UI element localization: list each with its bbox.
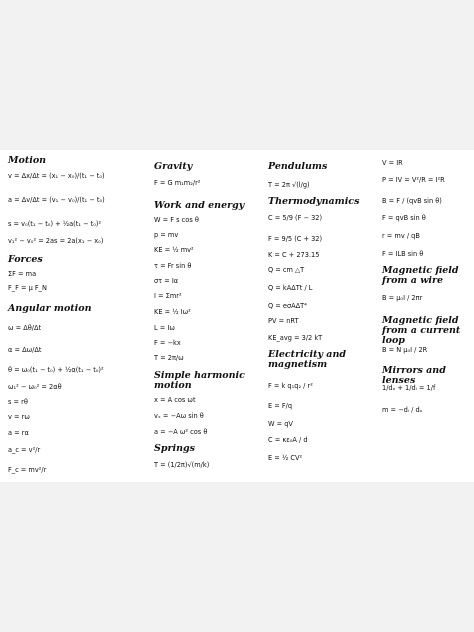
- heading-angular-motion: Angular motion: [8, 303, 92, 314]
- formula: a = −A ω² cos θ: [154, 428, 208, 436]
- formula: KE_avg = 3/2 kT: [268, 334, 323, 342]
- heading-forces: Forces: [8, 254, 43, 265]
- formula: F_F = μ F_N: [8, 284, 47, 292]
- formula: W = qV: [268, 420, 293, 428]
- formula: v = rω: [8, 413, 30, 421]
- formula: a_c = v²/r: [8, 446, 41, 454]
- formula: W = F s cos θ: [154, 216, 199, 224]
- formula: vₓ = −Aω sin θ: [154, 412, 204, 420]
- formula: α = Δω/Δt: [8, 346, 42, 354]
- heading-motion: Motion: [8, 155, 47, 166]
- formula: P = IV = V²/R = I²R: [382, 176, 445, 184]
- formula: E = F/q: [268, 402, 293, 410]
- formula: KE = ½ mv²: [154, 246, 194, 254]
- formula: τ = Fr sin θ: [154, 262, 192, 270]
- heading-springs: Springs: [154, 443, 196, 454]
- formula: B = N μ₀I / 2R: [382, 346, 428, 354]
- formula: KE = ½ Iω²: [154, 308, 191, 316]
- formula: ΣF = ma: [8, 270, 37, 278]
- formula: T = 2π/ω: [154, 354, 184, 362]
- heading-field-loop: Magnetic field from a current loop: [382, 315, 461, 346]
- formula: PV = nRT: [268, 317, 299, 325]
- formula: K = C + 273.15: [268, 251, 320, 259]
- formula: F = ILB sin θ: [382, 250, 424, 258]
- heading-shm: Simple harmonic motion: [154, 370, 245, 391]
- formula: ω₁² − ω₀² = 2αθ: [8, 383, 62, 391]
- heading-gravity: Gravity: [154, 161, 193, 172]
- formula: I = Σmr²: [154, 292, 182, 300]
- heading-electricity: Electricity and magnetism: [268, 349, 346, 370]
- heading-field-wire: Magnetic field from a wire: [382, 265, 459, 286]
- formula: F = k q₁q₂ / r²: [268, 382, 313, 390]
- formula: Q = eσAΔT⁴: [268, 302, 307, 310]
- formula: s = v₀(t₁ − t₀) + ½a(t₁ − t₀)²: [8, 220, 102, 228]
- formula: T = (1/2π)√(m/k): [154, 461, 210, 469]
- formula: a = Δv/Δt = (v₁ − v₀)/(t₁ − t₀): [8, 196, 105, 204]
- formula: B = F / (qvB sin θ): [382, 197, 442, 205]
- formula: F = G m₁m₂/r²: [154, 179, 201, 187]
- formula: V = IR: [382, 159, 403, 167]
- formula: v = Δx/Δt = (x₁ − x₀)/(t₁ − t₀): [8, 172, 105, 180]
- heading-thermodynamics: Thermodynamics: [268, 196, 360, 207]
- formula: p = mv: [154, 231, 179, 239]
- formula: C = κε₀A / d: [268, 436, 308, 444]
- formula: στ = Iα: [154, 277, 179, 285]
- formula: E = ½ CV²: [268, 454, 303, 462]
- formula: F = qvB sin θ: [382, 214, 426, 222]
- heading-pendulums: Pendulums: [268, 161, 328, 172]
- formula: x = A cos ωt: [154, 396, 196, 404]
- heading-work-energy: Work and energy: [154, 200, 245, 211]
- formula: F_c = mv²/r: [8, 466, 47, 474]
- formula: L = Iω: [154, 324, 175, 332]
- formula: m = −dᵢ / dₒ: [382, 406, 423, 414]
- formula: C = 5/9 (F − 32): [268, 214, 323, 222]
- formula: F = −kx: [154, 339, 181, 347]
- formula: T = 2π √(l/g): [268, 181, 310, 189]
- formula: Q = kAΔTt / L: [268, 284, 313, 292]
- formula: B = μ₀I / 2πr: [382, 294, 423, 302]
- formula: F = 9/5 (C + 32): [268, 235, 323, 243]
- heading-mirrors: Mirrors and lenses: [382, 365, 446, 386]
- formula: v₁² − v₀² = 2as = 2a(x₁ − x₀): [8, 237, 104, 245]
- formula: ω = Δθ/Δt: [8, 324, 42, 332]
- formula: Q = cm △T: [268, 266, 305, 274]
- formula: θ = ω₀(t₁ − t₀) + ½α(t₁ − t₀)²: [8, 366, 104, 374]
- formula: 1/dₒ + 1/dᵢ = 1/f: [382, 384, 436, 392]
- formula: a = rα: [8, 429, 29, 437]
- formula: r = mv / qB: [382, 232, 420, 240]
- formula-sheet: [0, 150, 474, 482]
- formula: s = rθ: [8, 398, 28, 406]
